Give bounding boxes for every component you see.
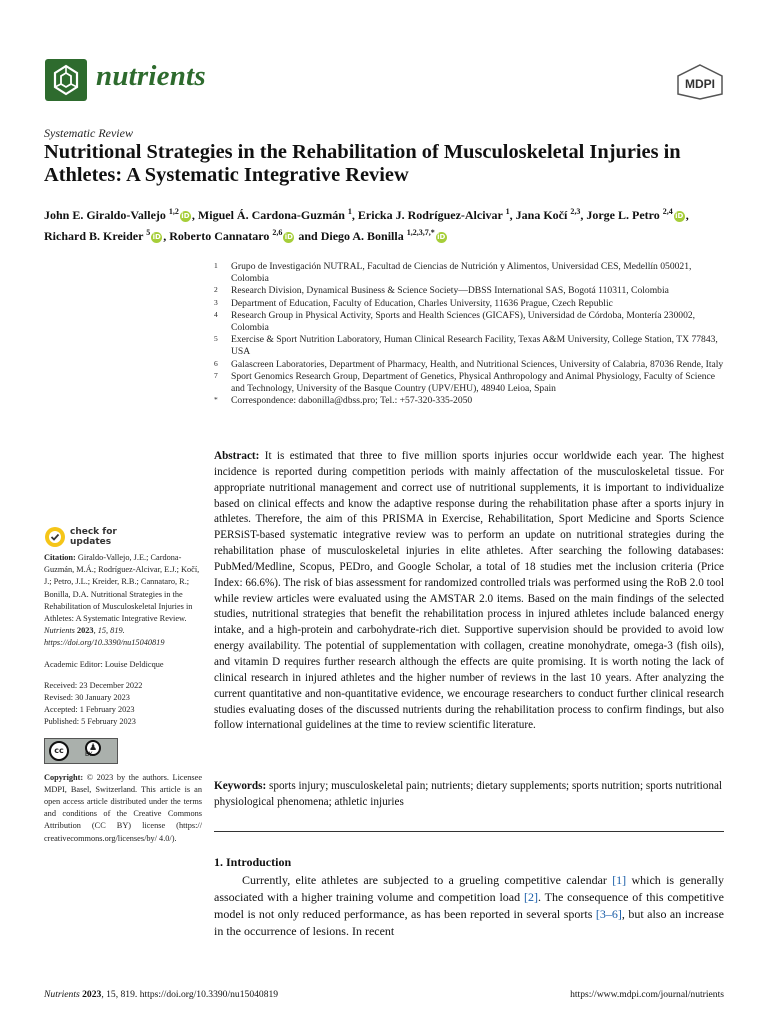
author-separator: , [163, 229, 170, 243]
author-affiliation-marker: 1 [347, 207, 352, 216]
affiliation-item [214, 298, 724, 310]
article-title: Nutritional Strategies in the Rehabilitation of Musculoskeletal Injuries in Athletes: A Systematic Integrative Review [44, 141, 681, 186]
publication-date: Revised: 30 January 2023 [44, 693, 130, 703]
author-name[interactable]: Roberto Cannataro [169, 229, 270, 243]
author-list [44, 203, 724, 245]
affiliation-item [214, 371, 724, 395]
cc-license-badge[interactable] [44, 738, 118, 764]
article-sidebar [44, 552, 202, 854]
affiliation-text: Research Group in Physical Activity, Sports and Health Sciences (GICAFS), Universidad de Córdoba, Montería 230002, Colombia [231, 309, 696, 334]
footer-citation [44, 989, 278, 1000]
orcid-icon[interactable]: iD [284, 233, 293, 241]
affiliation-text: Galascreen Laboratories, Department of Pharmacy, Health, and Nutritional Sciences, University of Calabria, 87036 Rende, Italy [231, 358, 724, 370]
affiliation-item [214, 261, 724, 285]
author-separator: and [295, 229, 321, 243]
copyright-text: © 2023 by the authors. Licensee MDPI, Basel, Switzerland. This article is an open access article distributed under the terms and conditions of the Creative Commons Attribution (CC BY) license (https:// creativecommons.org/licenses/by/ 4.0/). [44, 772, 203, 843]
publication-date: Received: 23 December 2022 [44, 680, 143, 690]
keywords-text: sports injury; musculoskeletal pain; nutrients; dietary supplements; sports nutrition; sports nutritional physiological phenomena; athletic injuries [214, 780, 723, 808]
author-affiliation-marker: 2,3 [570, 207, 581, 216]
affiliation-number: 7 [214, 370, 218, 380]
author-separator: , [191, 208, 198, 222]
affiliation-number: 4 [214, 309, 218, 319]
author-name[interactable]: Richard B. Kreider [44, 229, 144, 243]
author-name[interactable]: Jorge L. Petro [586, 208, 660, 222]
footer-journal-url[interactable]: https://www.mdpi.com/journal/nutrients [570, 989, 724, 1000]
intro-text: Currently, elite athletes are subjected to a grueling competitive calendar [242, 873, 613, 887]
citation-link[interactable]: [3–6] [595, 907, 622, 921]
check-updates-label: check for updates [70, 527, 117, 547]
affiliation-item [214, 359, 724, 371]
citation-link[interactable]: [2] [523, 890, 538, 904]
intro-text: , but also an increase in the occurrence of lesions. In recent [214, 907, 724, 938]
journal-name: nutrients [96, 60, 206, 92]
author-name[interactable]: Ericka J. Rodríguez-Alcivar [357, 208, 503, 222]
introduction-paragraph [214, 872, 724, 940]
affiliation-number: 5 [214, 334, 218, 344]
author-affiliation-marker: 5 [146, 228, 151, 237]
affiliation-text: Sport Genomics Research Group, Department of Genetics, Physical Anthropology and Animal Physiology, Faculty of Science and Technology, University of the Basque Country (UPV/EHU), 48940 Leioa, Spain [231, 370, 716, 395]
affiliation-number: 3 [214, 297, 218, 307]
author-affiliation-marker: 1,2,3,7,* [406, 228, 435, 237]
footer-doi[interactable]: , 15, 819. https://doi.org/10.3390/nu15040819 [101, 989, 279, 1000]
affiliation-text: Grupo de Investigación NUTRAL, Facultad de Ciencias de Nutrición y Alimentos, Universidad CES, Medellín 050021, Colombia [231, 261, 692, 285]
author-name[interactable]: Diego A. Bonilla [320, 229, 404, 243]
by-person-icon: ♟ [85, 740, 101, 756]
license-by-label: BY [85, 751, 93, 759]
footer-year: 2023 [82, 989, 102, 1000]
publication-dates [44, 680, 202, 729]
abstract-text: It is estimated that three to five million sports injuries occur worldwide each year. The highest incidence is reported during competition periods with mainly affectation of the musculoskeletal tissue. For appropriate nutritional management and correct use of nutritional supplements, it is important to individualize based on clinical effects and know the adaptive response during the rehabilitation phase after a sports injury in athletes. Therefore, the aim of this PRISMA in Exercise, Rehabilitation, Sport Medicine and Sports Science PERSiST-based systematic integrative review was to perform an update on nutritional strategies during the rehabilitation phase of musculoskeletal injuries in elite athletes. After searching the following databases: PubMed/Medline, Scopus, PEDro, and Google Scholar, a total of 18 studies met the inclusion criteria (Price Index: 66.6%). The risk of bias assessment for randomized controlled trials was performed using the RoB 2.0 tool while review articles were evaluated using the AMSTAR 2.0 items. Based on the main findings of the selected studies, nutritional strategies that benefit the rehabilitation process in injured athletes include balanced energy intake, and a high-protein and carbohydrate-rich diet. Supportive supervision should be provided to avoid low energy availability. The potential of supplementation with collagen, creatine monohydrate, omega-3 (fish oils), and vitamin D requires further research although the effects are quite promising. It is worth noting the lack of clinical research in injured athletes and the higher number of reviews in the last 10 years. After analyzing the current quantitative and non-quantitative evidence, we encourage researchers to conduct further clinical research studies evaluating doses of the discussed nutrients during the rehabilitation process to confirm findings, but also follow international guidelines at the time to review scientific literature. [214, 450, 725, 732]
check-for-updates-button[interactable] [44, 526, 154, 550]
nutrients-logo-icon [44, 58, 88, 102]
publication-date: Accepted: 1 February 2023 [44, 705, 135, 715]
copyright-block [44, 772, 202, 845]
check-updates-icon [44, 526, 66, 548]
journal-header [44, 58, 724, 108]
citation-journal: Nutrients [44, 626, 75, 636]
publisher-name: MDPI [685, 77, 715, 91]
citation-text: Giraldo-Vallejo, J.E.; Cardona-Guzmán, M.Á.; Rodríguez-Alcivar, E.J.; Kočí, J.; Petro, J.L.; Kreider, R.B.; Cannataro, R.; Bonilla, D.A. Nutritional Strategies in the Rehabilitation of Musculoskeletal Injuries in Athletes: A Systematic Integrative Review. [44, 553, 200, 624]
author-affiliation-marker: 2,4 [662, 207, 673, 216]
affiliation-number: 2 [214, 285, 218, 295]
intro-text: . The consequence of this competitive model is not only reduced performance, as has been reported in several sports [214, 890, 724, 921]
affiliation-number: 1 [214, 261, 218, 270]
affiliations-list [214, 261, 724, 407]
author-separator: , [685, 208, 689, 222]
author-name[interactable]: Miguel Á. Cardona-Guzmán [197, 208, 345, 222]
affiliation-number: 6 [214, 358, 218, 368]
author-affiliation-marker: 2,6 [272, 228, 283, 237]
publication-date: Published: 5 February 2023 [44, 717, 136, 727]
author-affiliation-marker: 1,2 [168, 207, 179, 216]
orcid-icon[interactable]: iD [152, 233, 161, 241]
article-type: Systematic Review [44, 126, 133, 140]
orcid-icon[interactable]: iD [675, 212, 684, 220]
author-separator: , [580, 208, 587, 222]
citation-link[interactable]: [1] [612, 873, 627, 887]
footer-journal: Nutrients [44, 989, 80, 1000]
affiliation-item [214, 285, 724, 297]
affiliation-text: Correspondence: dabonilla@dbss.pro; Tel.: +57-320-335-2050 [231, 395, 473, 407]
keywords-label: Keywords: [214, 780, 267, 792]
abstract-label: Abstract: [214, 450, 260, 462]
author-name[interactable]: Jana Kočí [515, 208, 568, 222]
keywords [214, 779, 724, 811]
affiliation-text: Research Division, Dynamical Business & Science Society—DBSS International SAS, Bogotá 110311, Colombia [231, 285, 669, 297]
orcid-icon[interactable]: iD [181, 212, 190, 220]
citation-block: Citation: Giraldo-Vallejo, J.E.; Cardona-Guzmán, M.Á.; Rodríguez-Alcivar, E.J.; Kočí, J.; Petro, J.L.; Kreider, R.B.; Cannataro, R.; Bonilla, D.A. Nutritional Strategies in the Rehabilitation of Musculoskeletal Injuries in Athletes: A Systematic Integrative Review. Nutrients 2023, 15, 819. https://doi.org/10.3390/nu15040819 [44, 553, 200, 648]
cc-icon: cc [49, 741, 69, 761]
introduction-heading: 1. Introduction [214, 855, 292, 869]
affiliation-item [214, 395, 724, 407]
affiliation-number: * [214, 395, 218, 405]
mdpi-logo-icon [676, 64, 724, 100]
affiliation-item [214, 310, 724, 334]
affiliation-item [214, 334, 724, 358]
academic-editor: Academic Editor: Louise Deldicque [44, 659, 164, 669]
copyright-label: Copyright: [44, 772, 84, 782]
author-name[interactable]: John E. Giraldo-Vallejo [44, 208, 166, 222]
intro-text: which is generally associated with a higher training volume and competition load [214, 873, 724, 904]
orcid-icon[interactable]: iD [437, 233, 446, 241]
citation-details[interactable]: 15, 819. https://doi.org/10.3390/nu15040819 [44, 626, 165, 648]
affiliation-text: Department of Education, Faculty of Education, Charles University, 11636 Prague, Czech Republic [231, 297, 613, 309]
author-affiliation-marker: 1 [505, 207, 510, 216]
affiliation-text: Exercise & Sport Nutrition Laboratory, Human Clinical Research Facility, Texas A&M University, College Station, TX 77843, USA [231, 334, 718, 358]
author-separator: , [351, 208, 358, 222]
abstract [214, 449, 724, 734]
citation-year: 2023 [76, 626, 94, 636]
section-divider [214, 831, 724, 832]
citation-label: Citation: [44, 553, 76, 562]
author-separator: , [509, 208, 516, 222]
